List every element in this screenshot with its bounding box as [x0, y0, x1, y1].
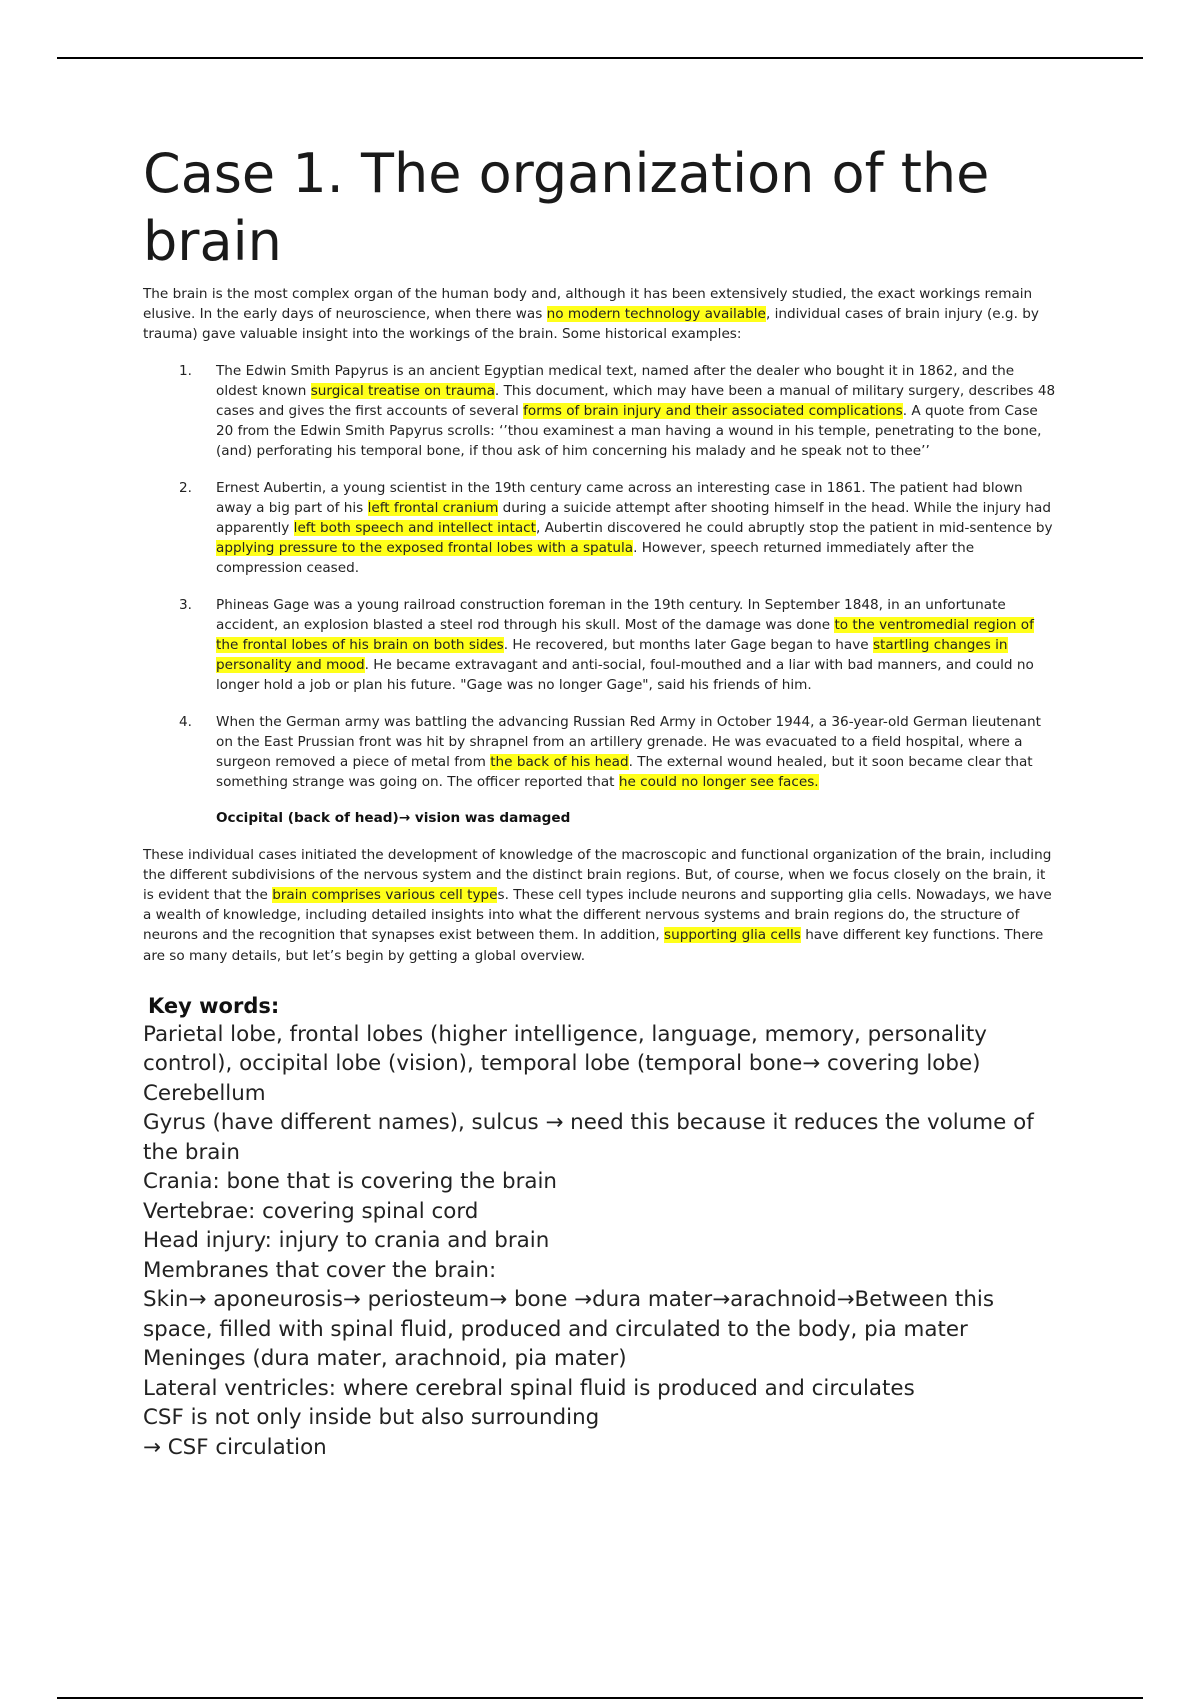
highlight: surgical treatise on trauma	[310, 382, 495, 399]
keyword-line: Cerebellum	[143, 1080, 266, 1106]
keywords-list	[143, 1020, 1058, 1463]
keyword-line: Skin→ aponeurosis→ periosteum→ bone →dura mater→arachnoid→Between this space, filled with spinal fluid, produced and circulated to the body, pia mater	[143, 1287, 994, 1342]
text-run: . The external wound healed, but it soon became clear that something strange was going on. The officer reported that	[216, 754, 1033, 791]
keyword-line: Membranes that cover the brain:	[143, 1257, 497, 1283]
list-item-case-3	[143, 595, 1058, 696]
text-run: . However, speech returned immediately after the compression ceased.	[216, 540, 975, 577]
list-number: 3.	[179, 596, 192, 613]
highlight: no modern technology available	[546, 306, 766, 323]
top-rule	[57, 57, 1143, 59]
text-run: , Aubertin discovered he could abruptly stop the patient in mid-sentence by	[535, 520, 1053, 537]
text-run: . He recovered, but months later Gage began to have	[503, 637, 873, 654]
page-title: Case 1. The organization of the brain	[143, 142, 990, 273]
keyword-line: Crania: bone that is covering the brain	[143, 1169, 557, 1195]
highlight: startling changes in personality and mood	[216, 637, 1008, 674]
text-run: . This document, which may have been a manual of military surgery, describes 48 cases and gives the first accounts of several	[216, 382, 1056, 420]
text-run: When the German army was battling the advancing Russian Red Army in October 1944, a 36-year-old German lieutenant on the East Prussian front was hit by shrapnel from an artillery grenade. He was evacuated to a field hospital, where a surgeon removed a piece of metal from	[216, 713, 1041, 771]
list-item-case-4	[143, 712, 1058, 793]
keyword-line: CSF is not only inside but also surrounding	[143, 1405, 600, 1431]
keyword-line: Vertebrae: covering spinal cord	[143, 1198, 479, 1224]
list-number: 4.	[179, 713, 192, 730]
intro-paragraph	[143, 284, 1058, 345]
highlight: forms of brain injury and their associated complications	[523, 403, 903, 420]
highlight: applying pressure to the exposed frontal lobes with a spatula	[216, 540, 634, 557]
text-run: have different key functions. There are so many details, but let’s begin by getting a global overview.	[143, 927, 1044, 964]
overview-paragraph	[143, 845, 1058, 966]
keyword-line: Gyrus (have different names), sulcus → need this because it reduces the volume of the brain	[143, 1110, 1034, 1165]
text-run: . He became extravagant and anti-social, foul-mouthed and a liar with bad manners, and could no longer hold a job or plan his future. "Gage was no longer Gage", said his friends of him.	[216, 657, 1034, 694]
highlight: supporting glia cells	[664, 927, 801, 944]
text-run: . A quote from Case 20 from the Edwin Smith Papyrus scrolls: ‘’thou examinest a man having a wound in his temple, penetrating to the bone, (and) perforating his temporal bone, if thou ask of him concerning his malady and he speak not to thee’’	[216, 403, 1042, 460]
keyword-line: Parietal lobe, frontal lobes (higher intelligence, language, memory, personality control), occipital lobe (vision), temporal lobe (temporal bone→ covering lobe)	[143, 1021, 987, 1077]
highlight: left frontal cranium	[367, 499, 499, 516]
text-run: The Edwin Smith Papyrus is an ancient Egyptian medical text, named after the dealer who bought it in 1862, and the oldest known	[216, 362, 1015, 399]
text-run: These individual cases initiated the development of knowledge of the macroscopic and functional organization of the brain, including the different subdivisions of the nervous system and the distinct brain regions. But, of course, when we focus closely on the brain, it is evident that the	[143, 846, 1052, 904]
document-page	[143, 140, 1058, 1462]
highlight: the back of his head	[490, 754, 629, 771]
occipital-note: Occipital (back of head)→ vision was damaged	[216, 810, 571, 827]
text-run: Phineas Gage was a young railroad construction foreman in the 19th century. In September 1848, in an unfortunate accident, an explosion blasted a steel rod through his skull. Most of the damage was done	[216, 596, 1006, 633]
list-item-case-1	[143, 361, 1058, 462]
text-run: The brain is the most complex organ of the human body and, although it has been extensively studied, the exact workings remain elusive. In the early days of neuroscience, when there was	[143, 286, 1033, 323]
text-run: during a suicide attempt after shooting himself in the head. While the injury had apparently	[216, 499, 1051, 537]
case-list	[143, 361, 1058, 793]
text-run: , individual cases of brain injury (e.g. by trauma) gave valuable insight into the workings of the brain. Some historical examples:	[143, 306, 1039, 343]
text-run: Ernest Aubertin, a young scientist in the 19th century came across an interesting case in 1861. The patient had blown away a big part of his	[216, 479, 1023, 516]
list-number: 2.	[179, 479, 192, 496]
highlight: brain comprises various cell type	[272, 887, 498, 904]
list-item-case-2	[143, 478, 1058, 579]
bottom-rule	[57, 1697, 1143, 1699]
keyword-line: Meninges (dura mater, arachnoid, pia mater)	[143, 1346, 627, 1372]
keyword-line: → CSF circulation	[143, 1434, 327, 1460]
keyword-line: Head injury: injury to crania and brain	[143, 1228, 550, 1254]
highlight: to the ventromedial region of the frontal lobes of his brain on both sides	[216, 616, 1034, 654]
text-run: s. These cell types include neurons and supporting glia cells. Nowadays, we have a wealth of knowledge, including detailed insights into what the different nervous systems and brain regions do, the structure of neurons and the recognition that synapses exist between them. In addition,	[143, 887, 1052, 944]
keywords-heading: Key words:	[148, 993, 280, 1018]
list-number: 1.	[179, 362, 192, 379]
highlight: left both speech and intellect intact	[293, 520, 536, 537]
highlight: he could no longer see faces.	[618, 774, 819, 791]
keyword-line: Lateral ventricles: where cerebral spinal fluid is produced and circulates	[143, 1375, 915, 1401]
